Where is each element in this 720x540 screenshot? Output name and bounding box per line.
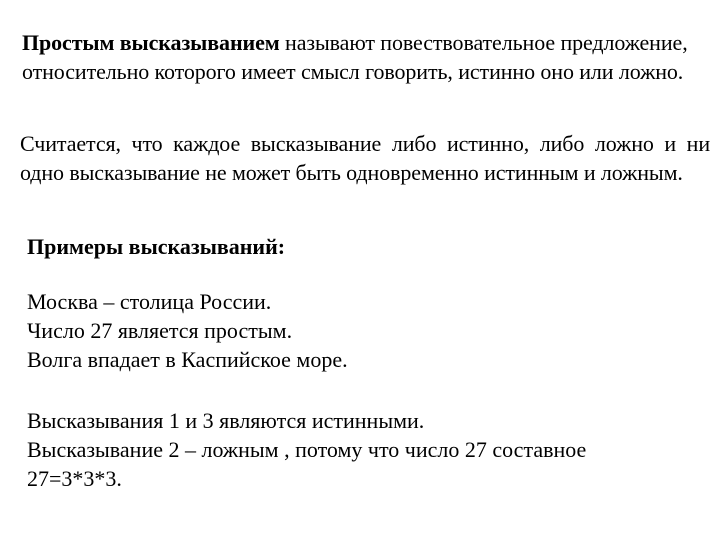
conclusion-line-2: Высказывание 2 – ложным , потому что число 27 составное bbox=[27, 437, 587, 462]
example-item-3: Волга впадает в Каспийское море. bbox=[27, 347, 348, 372]
conclusion-line-1: Высказывания 1 и 3 являются истинными. bbox=[27, 408, 425, 433]
definition-paragraph bbox=[22, 28, 702, 86]
conclusion-block bbox=[27, 406, 586, 493]
examples-list bbox=[27, 287, 348, 374]
definition-text: называют повествовательное предложение, относительно которого имеет смысл говорить, истинно оно или ложно. bbox=[22, 30, 688, 84]
assumption-paragraph: Считается, что каждое высказывание либо истинно, либо ложно и ни одно высказывание не может быть одновременно истинным и ложным. bbox=[20, 131, 710, 185]
definition-term: Простым высказыванием bbox=[22, 30, 280, 55]
example-item-1: Москва – столица России. bbox=[27, 289, 272, 314]
examples-heading: Примеры высказываний: bbox=[27, 234, 286, 259]
example-item-2: Число 27 является простым. bbox=[27, 318, 293, 343]
conclusion-line-3: 27=3*3*3. bbox=[27, 466, 122, 491]
